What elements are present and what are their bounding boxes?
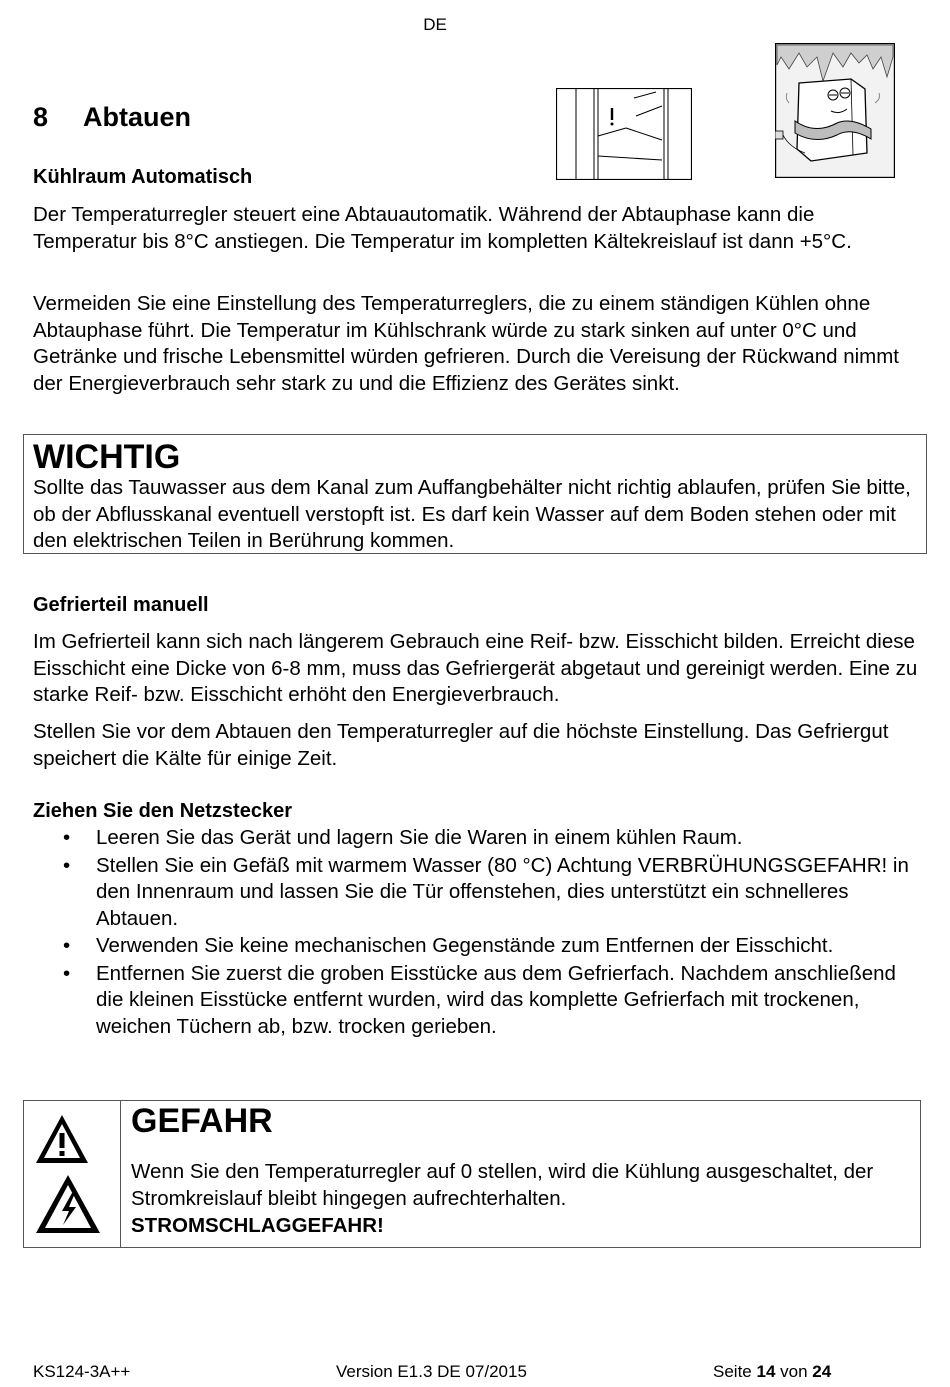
fridge-heading: Kühlraum Automatisch — [33, 166, 253, 188]
list-item: • Leeren Sie das Gerät und lagern Sie die Waren in einem kühlen Raum. — [33, 825, 913, 852]
freezer-paragraph-1: Im Gefrierteil kann sich nach längerem Gebrauch eine Reif- bzw. Eisschicht bilden. Erreicht diese Eisschicht eine Dicke von 6-8 mm, muss das Gefriergerät abgetaut und gereinigt werden. Eine zu starke Reif- bzw. Eisschicht erhöht den Energieverbrauch. — [33, 630, 918, 706]
freezer-heading: Gefrierteil manuell — [33, 594, 209, 616]
danger-warning: STROMSCHLAGGEFAHR! — [131, 1214, 384, 1237]
frozen-freezer-illustration — [775, 43, 895, 178]
unplug-heading: Ziehen Sie den Netzstecker — [33, 800, 292, 822]
section-number: 8 — [33, 102, 49, 132]
danger-notice-box — [23, 1100, 921, 1248]
freezer-paragraph-2: Stellen Sie vor dem Abtauen den Temperaturregler auf die höchste Einstellung. Das Gefriergut speichert die Kälte für einige Zeit. — [33, 720, 889, 770]
warning-triangle-exclamation-icon — [34, 1113, 90, 1165]
footer-model: KS124-3A++ — [33, 1362, 131, 1381]
fridge-paragraph-2: Vermeiden Sie eine Einstellung des Temperaturreglers, die zu einem ständigen Kühlen ohne Abtauphase führt. Die Temperatur im Kühlschrank würde zu stark sinken auf unter 0°C und Getränke und frische Lebensmittel würden gefrieren. Durch die Vereisung der Rückwand nimmt der Energieverbrauch sehr stark zu und die Effizienz des Gerätes sinkt. — [33, 292, 899, 395]
footer-page-number: Seite 14 von 24 — [713, 1362, 832, 1381]
bullet-icon: • — [63, 934, 71, 957]
footer-version: Version E1.3 DE 07/2015 — [336, 1362, 527, 1381]
important-text: Sollte das Tauwasser aus dem Kanal zum Auffangbehälter nicht richtig ablaufen, prüfen Sie bitte, ob der Abflusskanal eventuell verstopft ist. Es darf kein Wasser auf dem Boden stehen oder mit den elektrischen Teilen in Berührung kommen. — [33, 476, 911, 552]
bullet-icon: • — [63, 961, 71, 985]
danger-text-block — [131, 1158, 901, 1239]
bullet-icon: • — [63, 853, 71, 877]
electric-shock-triangle-icon — [34, 1173, 102, 1235]
section-heading — [33, 102, 191, 133]
danger-text: Wenn Sie den Temperaturregler auf 0 stellen, wird die Kühlung ausgeschaltet, der Stromkreislauf bleibt hingegen aufrechterhalten. — [131, 1160, 874, 1210]
list-item: • Stellen Sie ein Gefäß mit warmem Wasser (80 °C) Achtung VERBRÜHUNGSGEFAHR! in den Innenraum und lassen Sie die Tür offenstehen, dies unterstützt ein schnelleres Abtauen. — [63, 853, 909, 930]
fridge-paragraph-1: Der Temperaturregler steuert eine Abtauautomatik. Während der Abtauphase kann die Temperatur bis 8°C anstiegen. Die Temperatur im kompletten Kältekreislauf ist dann +5°C. — [33, 203, 852, 253]
language-label: DE — [423, 15, 447, 34]
important-notice-box — [23, 434, 927, 554]
danger-title: GEFAHR — [131, 1102, 273, 1140]
fridge-illustration — [556, 88, 692, 180]
danger-icon-column — [24, 1101, 121, 1247]
list-item: • Entfernen Sie zuerst die groben Eisstücke aus dem Gefrierfach. Nachdem anschließend die kleinen Eisstücke entfernt wurden, wird das komplette Gefrierfach mit trockenen, weichen Tüchern ab, bzw. trocken gerieben. — [63, 961, 896, 1038]
important-title: WICHTIG — [33, 438, 181, 476]
defrost-steps-list — [33, 825, 913, 1041]
section-title: Abtauen — [83, 102, 191, 132]
bullet-icon: • — [63, 826, 71, 849]
list-item: • Verwenden Sie keine mechanischen Gegenstände zum Entfernen der Eisschicht. — [33, 933, 913, 960]
